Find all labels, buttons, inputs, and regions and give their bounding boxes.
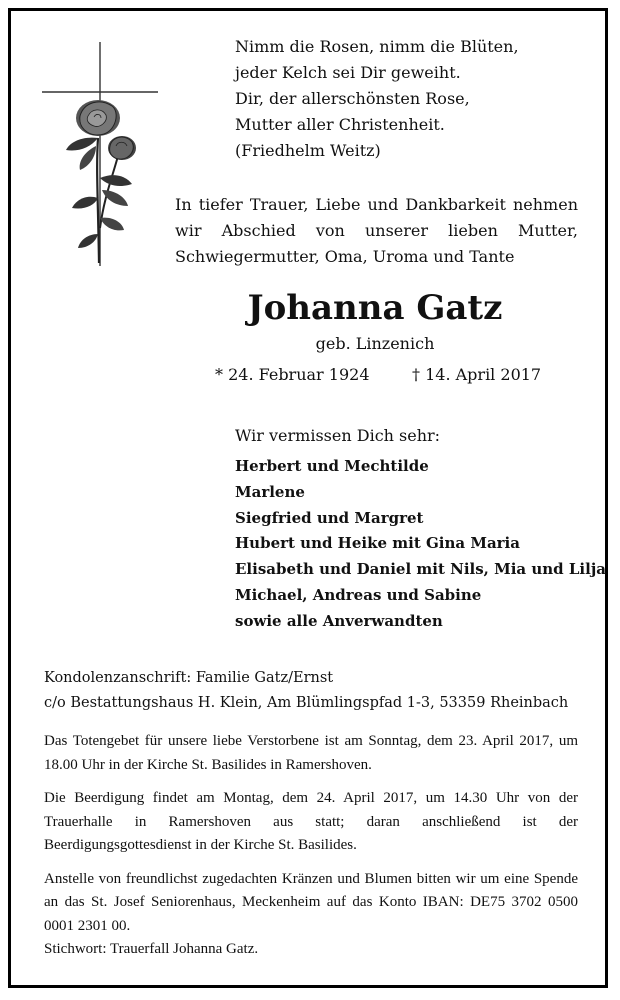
details-section: [44, 666, 578, 972]
death-date: † 14. April 2017: [412, 365, 542, 384]
poem-line: Dir, der allerschönsten Rose,: [235, 89, 470, 108]
cross-rose-icon: [38, 38, 163, 268]
rose-icon: [66, 100, 136, 263]
mourner: Herbert und Mechtilde: [235, 457, 429, 475]
poem-author: (Friedhelm Weitz): [235, 141, 381, 160]
mourner: Siegfried und Margret: [235, 508, 424, 527]
poem-line: Nimm die Rosen, nimm die Blüten,: [235, 37, 519, 56]
prayer-info: Das Totengebet für unsere liebe Verstorbene ist am Sonntag, dem 23. April 2017, um 18.00 Uhr in der Kirche St. Basilides in Ramershoven.: [44, 733, 578, 773]
mourners-heading: Wir vermissen Dich sehr:: [235, 426, 441, 445]
poem: [235, 34, 595, 164]
deceased-name: Johanna Gatz: [247, 288, 503, 328]
cross-icon: [42, 42, 158, 266]
intro-text: In tiefer Trauer, Liebe und Dankbarkeit nehmen wir Abschied von unserer lieben Mutter, Schwiegermutter, Oma, Uroma und Tante: [175, 195, 578, 266]
mourner: Michael, Andreas und Sabine: [235, 585, 482, 604]
mourner: Elisabeth und Daniel mit Nils, Mia und Lilja: [235, 560, 606, 579]
poem-line: Mutter aller Christenheit.: [235, 115, 445, 134]
mourner: Marlene: [235, 482, 305, 501]
spacer: [44, 716, 578, 730]
birth-date: * 24. Februar 1924: [215, 365, 370, 384]
mourner: Hubert und Heike mit Gina Maria: [235, 534, 520, 553]
keyword: Stichwort: Trauerfall Johanna Gatz.: [44, 941, 259, 957]
mourners-list: [235, 454, 605, 635]
condolence-address: Kondolenzanschrift: Familie Gatz/Ernst: [44, 670, 334, 686]
poem-line: jeder Kelch sei Dir geweiht.: [235, 63, 461, 82]
burial-info: Die Beerdigung findet am Montag, dem 24. April 2017, um 14.30 Uhr von der Trauerhalle in Ramershoven aus statt; daran anschließend ist der Beerdigungsgottesdienst in der Kirche St. Basilides.: [44, 790, 578, 853]
mourner: sowie alle Anverwandten: [235, 611, 443, 630]
donation-info: Anstelle von freundlichst zugedachten Kränzen und Blumen bitten wir um eine Spende an das St. Josef Seniorenhaus, Meckenheim auf das Konto IBAN: DE75 3702 0500 0001 2301 00.: [44, 870, 578, 934]
funeral-home-address: c/o Bestattungshaus H. Klein, Am Blümlingspfad 1-3, 53359 Rheinbach: [44, 695, 569, 711]
maiden-name: geb. Linzenich: [315, 334, 435, 353]
